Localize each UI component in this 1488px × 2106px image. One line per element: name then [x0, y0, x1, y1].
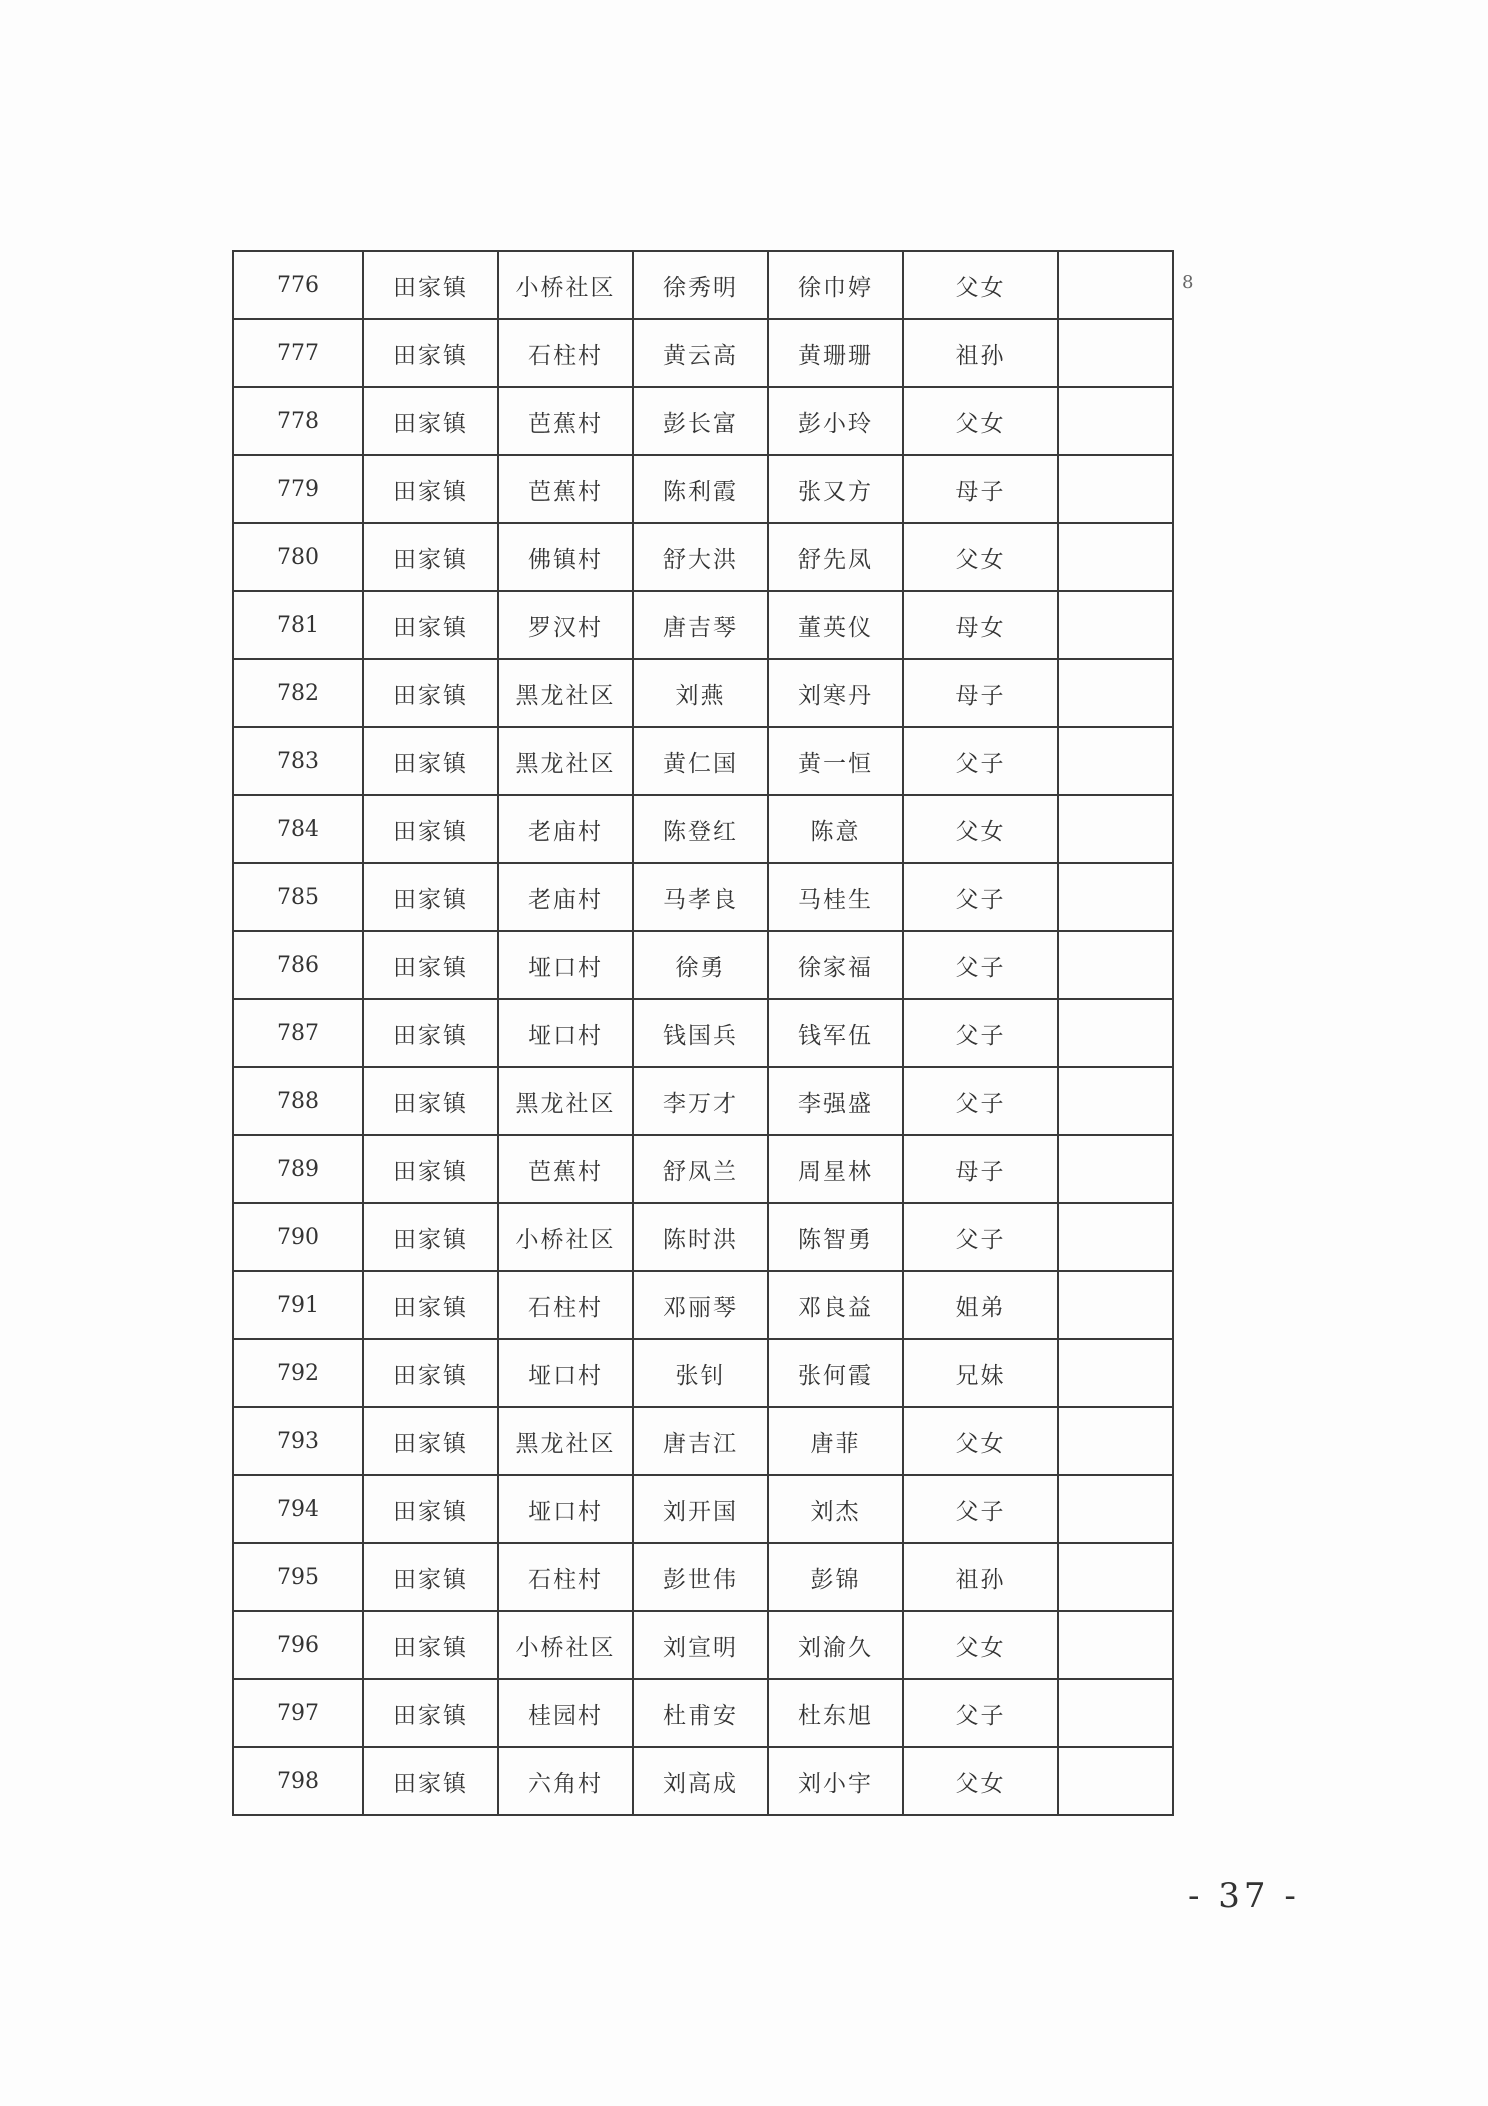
margin-mark: 8: [1182, 272, 1194, 293]
row-number-cell: 782: [233, 659, 363, 727]
village-cell: 石柱村: [498, 1543, 633, 1611]
row-number-cell: 783: [233, 727, 363, 795]
table-row: [233, 1543, 1173, 1611]
related-person-name-cell: 黄珊珊: [768, 319, 903, 387]
related-person-name-cell: 舒先凤: [768, 523, 903, 591]
town-cell: 田家镇: [363, 455, 498, 523]
table-row: [233, 999, 1173, 1067]
applicant-name-cell: 黄云高: [633, 319, 768, 387]
relationship-cell: 父子: [903, 727, 1058, 795]
village-cell: 小桥社区: [498, 1203, 633, 1271]
table-row: [233, 863, 1173, 931]
applicant-name-cell: 舒凤兰: [633, 1135, 768, 1203]
town-cell: 田家镇: [363, 1271, 498, 1339]
page-number: - 37 -: [1188, 1876, 1300, 1916]
relationship-cell: 父子: [903, 999, 1058, 1067]
village-cell: 桂园村: [498, 1679, 633, 1747]
town-cell: 田家镇: [363, 1203, 498, 1271]
relationship-cell: 父子: [903, 931, 1058, 999]
table-row: [233, 1407, 1173, 1475]
related-person-name-cell: 彭小玲: [768, 387, 903, 455]
remark-cell: [1058, 999, 1173, 1067]
relationship-cell: 姐弟: [903, 1271, 1058, 1339]
applicant-name-cell: 刘燕: [633, 659, 768, 727]
related-person-name-cell: 刘杰: [768, 1475, 903, 1543]
remark-cell: [1058, 1339, 1173, 1407]
table-row: [233, 387, 1173, 455]
relationship-cell: 父女: [903, 387, 1058, 455]
town-cell: 田家镇: [363, 1747, 498, 1815]
remark-cell: [1058, 1135, 1173, 1203]
village-cell: 芭蕉村: [498, 1135, 633, 1203]
town-cell: 田家镇: [363, 931, 498, 999]
relationship-cell: 母子: [903, 1135, 1058, 1203]
table-row: [233, 1135, 1173, 1203]
town-cell: 田家镇: [363, 659, 498, 727]
town-cell: 田家镇: [363, 1135, 498, 1203]
related-person-name-cell: 徐巾婷: [768, 251, 903, 319]
town-cell: 田家镇: [363, 387, 498, 455]
row-number-cell: 779: [233, 455, 363, 523]
applicant-name-cell: 刘宣明: [633, 1611, 768, 1679]
town-cell: 田家镇: [363, 251, 498, 319]
applicant-name-cell: 彭长富: [633, 387, 768, 455]
town-cell: 田家镇: [363, 1475, 498, 1543]
relationship-cell: 父女: [903, 251, 1058, 319]
table-row: [233, 319, 1173, 387]
village-cell: 黑龙社区: [498, 727, 633, 795]
related-person-name-cell: 刘寒丹: [768, 659, 903, 727]
relationship-cell: 父子: [903, 1203, 1058, 1271]
row-number-cell: 791: [233, 1271, 363, 1339]
town-cell: 田家镇: [363, 1407, 498, 1475]
applicant-name-cell: 徐秀明: [633, 251, 768, 319]
table-row: [233, 523, 1173, 591]
remark-cell: [1058, 319, 1173, 387]
applicant-name-cell: 陈利霞: [633, 455, 768, 523]
row-number-cell: 794: [233, 1475, 363, 1543]
row-number-cell: 795: [233, 1543, 363, 1611]
village-cell: 老庙村: [498, 795, 633, 863]
table-row: [233, 1475, 1173, 1543]
row-number-cell: 780: [233, 523, 363, 591]
relationship-cell: 母女: [903, 591, 1058, 659]
table-row: [233, 1339, 1173, 1407]
remark-cell: [1058, 455, 1173, 523]
applicant-name-cell: 唐吉江: [633, 1407, 768, 1475]
village-cell: 小桥社区: [498, 1611, 633, 1679]
table-row: [233, 1747, 1173, 1815]
relationship-cell: 父子: [903, 1679, 1058, 1747]
remark-cell: [1058, 591, 1173, 659]
table-row: [233, 455, 1173, 523]
related-person-name-cell: 唐菲: [768, 1407, 903, 1475]
applicant-name-cell: 李万才: [633, 1067, 768, 1135]
village-cell: 垭口村: [498, 999, 633, 1067]
remark-cell: [1058, 1407, 1173, 1475]
table-row: [233, 659, 1173, 727]
applicant-name-cell: 刘开国: [633, 1475, 768, 1543]
related-person-name-cell: 周星林: [768, 1135, 903, 1203]
remark-cell: [1058, 1475, 1173, 1543]
row-number-cell: 796: [233, 1611, 363, 1679]
applicant-name-cell: 陈登红: [633, 795, 768, 863]
relationship-cell: 父女: [903, 1611, 1058, 1679]
row-number-cell: 786: [233, 931, 363, 999]
related-person-name-cell: 马桂生: [768, 863, 903, 931]
related-person-name-cell: 彭锦: [768, 1543, 903, 1611]
remark-cell: [1058, 1271, 1173, 1339]
town-cell: 田家镇: [363, 727, 498, 795]
related-person-name-cell: 杜东旭: [768, 1679, 903, 1747]
table-row: [233, 795, 1173, 863]
row-number-cell: 788: [233, 1067, 363, 1135]
relationship-cell: 祖孙: [903, 319, 1058, 387]
relationship-cell: 祖孙: [903, 1543, 1058, 1611]
relationship-cell: 父女: [903, 1747, 1058, 1815]
village-cell: 石柱村: [498, 319, 633, 387]
town-cell: 田家镇: [363, 523, 498, 591]
applicant-name-cell: 唐吉琴: [633, 591, 768, 659]
table-row: [233, 1679, 1173, 1747]
village-cell: 老庙村: [498, 863, 633, 931]
applicant-name-cell: 黄仁国: [633, 727, 768, 795]
village-cell: 罗汉村: [498, 591, 633, 659]
table-row: [233, 591, 1173, 659]
town-cell: 田家镇: [363, 1679, 498, 1747]
village-cell: 垭口村: [498, 1475, 633, 1543]
related-person-name-cell: 张何霞: [768, 1339, 903, 1407]
applicant-name-cell: 张钊: [633, 1339, 768, 1407]
relationship-cell: 父子: [903, 1475, 1058, 1543]
related-person-name-cell: 陈意: [768, 795, 903, 863]
remark-cell: [1058, 387, 1173, 455]
town-cell: 田家镇: [363, 1543, 498, 1611]
row-number-cell: 793: [233, 1407, 363, 1475]
related-person-name-cell: 邓良益: [768, 1271, 903, 1339]
related-person-name-cell: 刘小宇: [768, 1747, 903, 1815]
row-number-cell: 778: [233, 387, 363, 455]
table-row: [233, 251, 1173, 319]
applicant-name-cell: 徐勇: [633, 931, 768, 999]
town-cell: 田家镇: [363, 591, 498, 659]
applicant-name-cell: 钱国兵: [633, 999, 768, 1067]
village-cell: 黑龙社区: [498, 659, 633, 727]
remark-cell: [1058, 1543, 1173, 1611]
village-cell: 六角村: [498, 1747, 633, 1815]
relationship-cell: 父子: [903, 1067, 1058, 1135]
table-body: [233, 251, 1173, 1815]
related-person-name-cell: 陈智勇: [768, 1203, 903, 1271]
related-person-name-cell: 董英仪: [768, 591, 903, 659]
row-number-cell: 798: [233, 1747, 363, 1815]
row-number-cell: 797: [233, 1679, 363, 1747]
related-person-name-cell: 刘渝久: [768, 1611, 903, 1679]
town-cell: 田家镇: [363, 1067, 498, 1135]
table-row: [233, 1611, 1173, 1679]
town-cell: 田家镇: [363, 1611, 498, 1679]
remark-cell: [1058, 863, 1173, 931]
table-row: [233, 1067, 1173, 1135]
related-person-name-cell: 钱军伍: [768, 999, 903, 1067]
village-cell: 黑龙社区: [498, 1407, 633, 1475]
village-cell: 佛镇村: [498, 523, 633, 591]
village-cell: 垭口村: [498, 1339, 633, 1407]
row-number-cell: 781: [233, 591, 363, 659]
village-cell: 石柱村: [498, 1271, 633, 1339]
relationship-cell: 父女: [903, 1407, 1058, 1475]
applicant-name-cell: 马孝良: [633, 863, 768, 931]
remark-cell: [1058, 523, 1173, 591]
remark-cell: [1058, 1747, 1173, 1815]
remark-cell: [1058, 251, 1173, 319]
village-cell: 小桥社区: [498, 251, 633, 319]
table-row: [233, 727, 1173, 795]
village-cell: 黑龙社区: [498, 1067, 633, 1135]
relationship-cell: 兄妹: [903, 1339, 1058, 1407]
row-number-cell: 789: [233, 1135, 363, 1203]
relationship-cell: 母子: [903, 659, 1058, 727]
remark-cell: [1058, 659, 1173, 727]
row-number-cell: 776: [233, 251, 363, 319]
relationship-cell: 父女: [903, 795, 1058, 863]
relationship-cell: 父子: [903, 863, 1058, 931]
village-cell: 芭蕉村: [498, 455, 633, 523]
remark-cell: [1058, 795, 1173, 863]
table-row: [233, 1203, 1173, 1271]
remark-cell: [1058, 931, 1173, 999]
row-number-cell: 787: [233, 999, 363, 1067]
applicant-name-cell: 舒大洪: [633, 523, 768, 591]
applicant-name-cell: 陈时洪: [633, 1203, 768, 1271]
relationship-cell: 父女: [903, 523, 1058, 591]
relationship-cell: 母子: [903, 455, 1058, 523]
town-cell: 田家镇: [363, 863, 498, 931]
applicant-name-cell: 刘高成: [633, 1747, 768, 1815]
related-person-name-cell: 张又方: [768, 455, 903, 523]
village-cell: 芭蕉村: [498, 387, 633, 455]
row-number-cell: 784: [233, 795, 363, 863]
row-number-cell: 785: [233, 863, 363, 931]
related-person-name-cell: 徐家福: [768, 931, 903, 999]
town-cell: 田家镇: [363, 999, 498, 1067]
applicant-name-cell: 杜甫安: [633, 1679, 768, 1747]
town-cell: 田家镇: [363, 795, 498, 863]
remark-cell: [1058, 1611, 1173, 1679]
remark-cell: [1058, 1067, 1173, 1135]
village-cell: 垭口村: [498, 931, 633, 999]
remark-cell: [1058, 1203, 1173, 1271]
remark-cell: [1058, 727, 1173, 795]
remark-cell: [1058, 1679, 1173, 1747]
table-row: [233, 1271, 1173, 1339]
table-row: [233, 931, 1173, 999]
related-person-name-cell: 李强盛: [768, 1067, 903, 1135]
row-number-cell: 777: [233, 319, 363, 387]
row-number-cell: 792: [233, 1339, 363, 1407]
related-person-name-cell: 黄一恒: [768, 727, 903, 795]
record-table: [232, 250, 1174, 1816]
town-cell: 田家镇: [363, 319, 498, 387]
applicant-name-cell: 邓丽琴: [633, 1271, 768, 1339]
applicant-name-cell: 彭世伟: [633, 1543, 768, 1611]
town-cell: 田家镇: [363, 1339, 498, 1407]
row-number-cell: 790: [233, 1203, 363, 1271]
